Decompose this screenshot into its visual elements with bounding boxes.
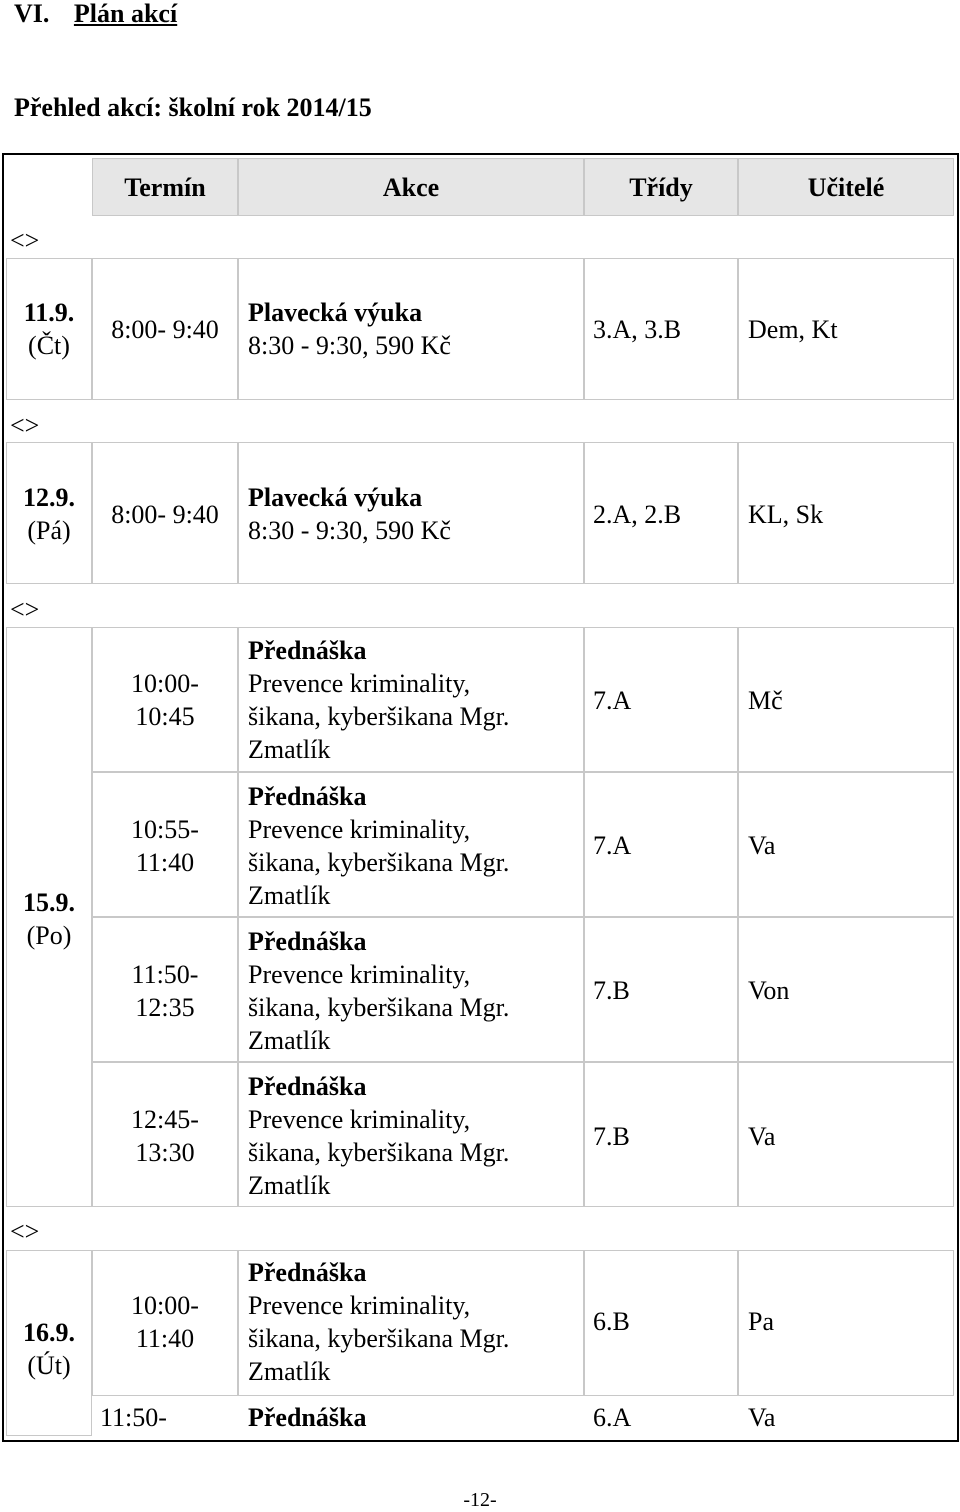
section-number: VI.	[14, 0, 50, 28]
time-end: 10:45	[135, 702, 195, 731]
event-detail: Zmatlík	[248, 1357, 331, 1386]
teachers: Von	[748, 976, 790, 1005]
page-number: -12-	[463, 1489, 497, 1511]
event-title: Přednáška	[248, 1258, 367, 1287]
event-detail: Prevence kriminality,	[248, 960, 471, 989]
time-range	[92, 667, 238, 733]
event-title: Přednáška	[248, 1072, 367, 1101]
time-range: 8:00- 9:40	[111, 315, 219, 344]
time-start: 10:55-	[131, 815, 199, 844]
event-detail: Prevence kriminality,	[248, 1291, 471, 1320]
time-start: 11:50-	[100, 1403, 167, 1432]
classes: 6.A	[593, 1403, 632, 1432]
classes: 7.A	[593, 686, 632, 715]
teachers: Va	[748, 1122, 776, 1151]
header-classes: Třídy	[629, 173, 693, 202]
event-title: Přednáška	[248, 636, 367, 665]
header-teachers: Učitelé	[807, 173, 885, 202]
time-start: 12:45-	[131, 1105, 199, 1134]
event-title: Plavecká výuka	[248, 298, 423, 327]
event-title: Přednáška	[248, 782, 367, 811]
row-date	[6, 481, 92, 547]
event-detail: šikana, kyberšikana Mgr.	[248, 1324, 510, 1353]
row-date	[6, 886, 92, 952]
event-title: Přednáška	[248, 927, 367, 956]
date: 16.9.	[23, 1318, 75, 1347]
teachers: Mč	[748, 686, 783, 715]
time-range	[92, 958, 238, 1024]
event-detail: Prevence kriminality,	[248, 669, 471, 698]
event-detail: 8:30 - 9:30, 590 Kč	[248, 331, 451, 360]
event-text	[248, 925, 509, 1057]
time-range	[92, 1103, 238, 1169]
row-marker: <>	[10, 411, 40, 440]
time-end: 13:30	[135, 1138, 195, 1167]
header-term: Termín	[124, 173, 206, 202]
time-range	[92, 1289, 238, 1355]
row-marker: <>	[10, 595, 40, 624]
teachers: Pa	[748, 1307, 774, 1336]
event-detail: Zmatlík	[248, 1026, 331, 1055]
weekday: (Po)	[26, 921, 72, 950]
event-detail: Zmatlík	[248, 1171, 331, 1200]
section-title: Plán akcí	[73, 0, 178, 28]
time-end: 11:40	[135, 1324, 195, 1353]
time-end: 12:35	[135, 993, 195, 1022]
teachers: Va	[748, 1403, 776, 1432]
event-detail: šikana, kyberšikana Mgr.	[248, 702, 510, 731]
event-text	[248, 780, 509, 912]
time-start: 10:00-	[131, 1291, 199, 1320]
time-range: 8:00- 9:40	[111, 500, 219, 529]
date: 12.9.	[23, 483, 75, 512]
weekday: (Út)	[27, 1351, 71, 1380]
event-detail: Prevence kriminality,	[248, 815, 471, 844]
row-marker: <>	[10, 1217, 40, 1246]
row-date	[6, 1316, 92, 1382]
event-detail: šikana, kyberšikana Mgr.	[248, 1138, 510, 1167]
event-text	[248, 296, 451, 362]
classes: 7.B	[593, 1122, 630, 1151]
classes: 2.A, 2.B	[593, 500, 682, 529]
event-text	[248, 1256, 509, 1388]
event-detail: Prevence kriminality,	[248, 1105, 471, 1134]
classes: 7.B	[593, 976, 630, 1005]
section-heading	[14, 0, 177, 30]
row-marker: <>	[10, 226, 40, 255]
event-title: Přednáška	[248, 1403, 367, 1432]
time-end: 11:40	[135, 848, 195, 877]
event-detail: Zmatlík	[248, 881, 331, 910]
event-text	[248, 1070, 509, 1202]
event-text	[248, 481, 451, 547]
classes: 7.A	[593, 831, 632, 860]
header-event: Akce	[382, 173, 440, 202]
event-detail: šikana, kyberšikana Mgr.	[248, 848, 510, 877]
event-detail: Zmatlík	[248, 735, 331, 764]
classes: 6.B	[593, 1307, 630, 1336]
overview-title: Přehled akcí: školní rok 2014/15	[14, 93, 372, 122]
date: 11.9.	[23, 298, 75, 327]
row-date	[6, 296, 92, 362]
event-detail: 8:30 - 9:30, 590 Kč	[248, 516, 451, 545]
teachers: Va	[748, 831, 776, 860]
classes: 3.A, 3.B	[593, 315, 682, 344]
event-detail: šikana, kyberšikana Mgr.	[248, 993, 510, 1022]
weekday: (Pá)	[27, 516, 71, 545]
teachers: KL, Sk	[748, 500, 824, 529]
event-title: Plavecká výuka	[248, 483, 423, 512]
date: 15.9.	[23, 888, 75, 917]
weekday: (Čt)	[28, 331, 70, 360]
event-text	[248, 634, 509, 766]
time-start: 10:00-	[131, 669, 199, 698]
teachers: Dem, Kt	[748, 315, 838, 344]
time-range	[92, 813, 238, 879]
time-start: 11:50-	[131, 960, 199, 989]
